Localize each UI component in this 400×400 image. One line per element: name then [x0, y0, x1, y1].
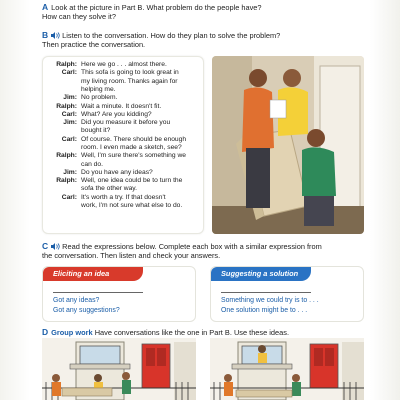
- conversation-turn: [43, 69, 203, 94]
- section-b-letter: B: [42, 30, 49, 40]
- speaker-name: Jim:: [63, 94, 77, 102]
- illustration-right: [210, 338, 364, 400]
- speaker-name: Jim:: [63, 119, 77, 127]
- suggesting-item: One solution might be to . . .: [221, 307, 308, 314]
- speech-line: room. I even made a sketch, see?: [81, 143, 182, 151]
- conversation-turn: [43, 169, 203, 177]
- suggesting-solution-title: Suggesting a solution: [211, 267, 311, 281]
- illustration-left: [42, 338, 196, 400]
- conversation-turn: [43, 119, 203, 136]
- eliciting-idea-title: Eliciting an idea: [43, 267, 143, 281]
- section-b-instructions: [42, 31, 382, 49]
- section-c-instructions: [42, 242, 382, 260]
- suggesting-solution-box: [210, 266, 364, 322]
- conversation-turn: [43, 177, 203, 194]
- eliciting-idea-box: [42, 266, 196, 322]
- conversation-turn: [43, 61, 203, 69]
- section-b-line1: Listen to the conversation. How do they plan to solve the problem?: [62, 31, 281, 40]
- speaker-name: Carl:: [61, 110, 77, 118]
- conversation-turn: [43, 111, 203, 119]
- speech-line: Did you measure it before you: [81, 119, 171, 127]
- eliciting-item: Got any ideas?: [53, 297, 100, 304]
- speaker-name: Ralph:: [56, 102, 77, 110]
- speaker-name: Carl:: [61, 135, 77, 143]
- section-c-line1: Read the expressions below. Complete each box with a similar expression from: [62, 242, 322, 251]
- section-d-letter: D: [42, 327, 49, 337]
- answer-blank[interactable]: [53, 292, 143, 293]
- audio-icon[interactable]: [51, 243, 60, 250]
- conversation-box: [42, 56, 204, 234]
- section-d-instructions: [42, 328, 382, 337]
- section-a-instructions: [42, 3, 382, 21]
- section-a-line2: How can they solve it?: [42, 12, 116, 21]
- sofa-moving-photo: [212, 56, 364, 234]
- conversation-turn: [43, 103, 203, 111]
- section-a-line1: Look at the picture in Part B. What problem do the people have?: [51, 3, 262, 12]
- speech-line: work, I'm not sure what else to do.: [81, 202, 183, 210]
- house-illustration: [210, 338, 364, 400]
- section-b-line2: Then practice the conversation.: [42, 40, 146, 49]
- speech-line: helping me.: [81, 85, 116, 93]
- section-c-letter: C: [42, 241, 49, 251]
- speaker-name: Carl:: [61, 193, 77, 201]
- speech-line: can do.: [81, 160, 103, 168]
- eliciting-item: Got any suggestions?: [53, 307, 120, 314]
- speech-line: Well, I'm sure there's something we: [81, 152, 187, 160]
- speech-line: Here we go . . . almost there.: [81, 61, 167, 68]
- speaker-name: Ralph:: [56, 177, 77, 185]
- suggesting-item: Something we could try is to . . .: [221, 297, 319, 304]
- speech-line: Well, one idea could be to turn the: [81, 177, 183, 185]
- conversation-turn: [43, 194, 203, 211]
- speech-line: Of course. There should be enough: [81, 135, 187, 143]
- conversation-turn: [43, 152, 203, 169]
- speaker-name: Ralph:: [56, 152, 77, 160]
- group-work-label: Group work: [51, 328, 93, 337]
- speech-line: No problem.: [81, 94, 118, 102]
- speech-line: my living room. Thanks again for: [81, 77, 178, 85]
- conversation-turn: [43, 94, 203, 102]
- audio-icon[interactable]: [51, 32, 60, 39]
- speech-line: This sofa is going to look great in: [81, 69, 179, 77]
- speaker-name: Carl:: [61, 69, 77, 77]
- speech-line: It's worth a try. If that doesn't: [81, 193, 166, 201]
- speech-line: Wait a minute. It doesn't fit.: [81, 102, 162, 110]
- section-d-text: Have conversations like the one in Part B. Use these ideas.: [94, 328, 290, 337]
- speech-line: What? Are you kidding?: [81, 110, 152, 118]
- conversation-photo: [212, 56, 364, 234]
- speaker-name: Jim:: [63, 168, 77, 176]
- answer-blank[interactable]: [221, 292, 311, 293]
- conversation-turn: [43, 136, 203, 153]
- speech-line: bought it?: [81, 127, 111, 135]
- section-c-line2: the conversation. Then listen and check your answers.: [42, 251, 221, 260]
- speech-line: Do you have any ideas?: [81, 168, 153, 176]
- house-illustration: [42, 338, 196, 400]
- speech-line: sofa the other way.: [81, 185, 138, 193]
- section-a-letter: A: [42, 2, 49, 12]
- speaker-name: Ralph:: [56, 61, 77, 68]
